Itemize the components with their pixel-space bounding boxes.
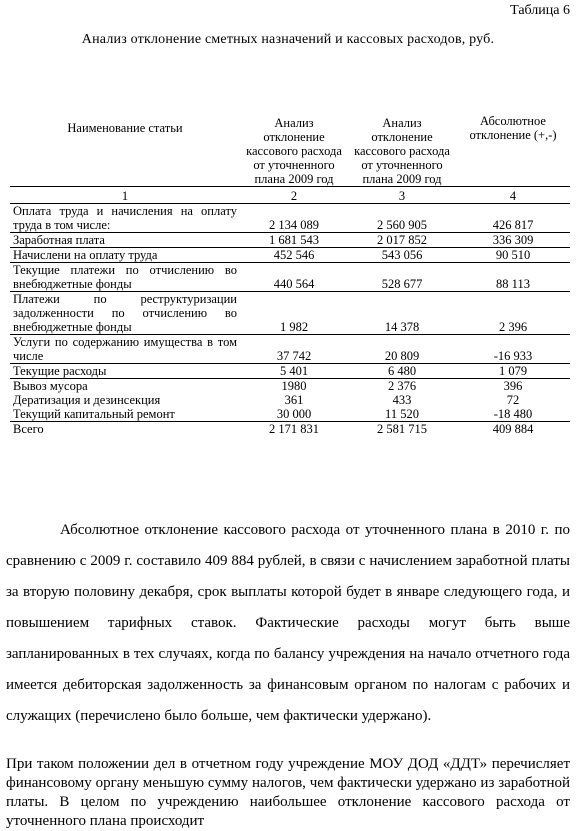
row-value: 72 xyxy=(506,393,520,407)
row-name: Всего xyxy=(13,422,44,436)
row-value: 6 480 xyxy=(348,364,456,379)
expense-analysis-table xyxy=(10,70,570,436)
row-name: Текущий капитальный ремонт xyxy=(10,407,240,422)
table-title: Анализ отклонение сметных назначений и кассовых расходов, руб. xyxy=(81,32,495,47)
row-value: 1 079 xyxy=(456,364,570,379)
row-name: Оплата труда и начисления на оплату труда в том числе: xyxy=(10,204,240,233)
row-value: 2 134 089 xyxy=(240,204,348,233)
table-header-row xyxy=(10,70,570,187)
table-row xyxy=(10,204,570,233)
table-row xyxy=(10,263,570,292)
row-value: 2 396 xyxy=(456,292,570,335)
header-plan-2009-b: Анализ отклонение кассового расхода от уточненного плана 2009 год xyxy=(354,116,450,186)
row-value: 2 581 715 xyxy=(377,422,427,436)
column-number: 3 xyxy=(348,187,456,204)
row-value: 396 xyxy=(503,379,523,393)
column-number: 1 xyxy=(10,187,240,204)
row-value: 361 xyxy=(284,393,304,407)
row-value: 1980 xyxy=(281,379,307,393)
row-value: 14 378 xyxy=(348,292,456,335)
row-value: 426 817 xyxy=(456,204,570,233)
row-value: 336 309 xyxy=(456,233,570,248)
row-name: Платежи по реструктуризации задолженности по отчислению во внебюджетные фонды xyxy=(10,292,240,335)
row-value: 5 401 xyxy=(240,364,348,379)
table-row xyxy=(10,248,570,263)
header-absolute-deviation: Абсолютное отклонение (+,-) xyxy=(469,114,557,142)
column-number: 4 xyxy=(456,187,570,204)
table-total-row xyxy=(10,422,570,437)
table-row xyxy=(10,407,570,422)
row-name: Начислени на оплату труда xyxy=(10,248,240,263)
row-name: Вывоз мусора xyxy=(13,379,88,393)
row-value: 30 000 xyxy=(240,407,348,422)
header-item-name: Наименование статьи xyxy=(67,121,183,135)
column-number-row xyxy=(10,187,570,204)
row-value: 1 681 543 xyxy=(240,233,348,248)
body-paragraph: При таком положении дел в отчетном году учреждение МОУ ДОД «ДДТ» перечисляет финансовому органу меньшую сумму налогов, чем фактически удержано из заработной платы. В целом по учреждению наибольшее отклонение кассового расхода от уточненного плана происходит xyxy=(6,756,570,829)
row-name: Дератизация и дезинсекция xyxy=(13,393,161,407)
row-value: 2 560 905 xyxy=(348,204,456,233)
row-value: 11 520 xyxy=(348,407,456,422)
row-value: 433 xyxy=(392,393,412,407)
row-value: 2 171 831 xyxy=(269,422,319,436)
table-number-label: Таблица 6 xyxy=(510,3,570,18)
header-plan-2009-a: Анализ отклонение кассового расхода от уточненного плана 2009 год xyxy=(246,116,342,186)
row-value: 452 546 xyxy=(240,248,348,263)
row-value: 88 113 xyxy=(456,263,570,292)
table-row xyxy=(10,335,570,364)
row-value: 1 982 xyxy=(240,292,348,335)
row-value: 90 510 xyxy=(456,248,570,263)
body-paragraph: Абсолютное отклонение кассового расхода от уточненного плана в 2010 г. по сравнению с 2009 г. составило 409 884 рублей, в связи с начислением заработной платы за вторую половину декабря, срок выплаты которой будет в январе следующего года, и повышением тарифных ставок. Фактические расходы могут быть выше запланированных в тех случаях, когда по балансу учреждения на начало отчетного года имеется дебиторская задолженность за финансовым органом по налогам с рабочих и служащих (перечислено было больше, чем фактически удержано). xyxy=(6,522,570,724)
row-value: 440 564 xyxy=(240,263,348,292)
row-value: -18 480 xyxy=(456,407,570,422)
row-value: -16 933 xyxy=(456,335,570,364)
table-row xyxy=(10,233,570,248)
table-row xyxy=(10,379,570,394)
row-value: 20 809 xyxy=(348,335,456,364)
row-value: 543 056 xyxy=(348,248,456,263)
row-name: Заработная плата xyxy=(10,233,240,248)
row-name: Услуги по содержанию имущества в том числе xyxy=(10,335,240,364)
table-row xyxy=(10,393,570,407)
row-value: 2 376 xyxy=(387,379,417,393)
table-row xyxy=(10,364,570,379)
row-value: 409 884 xyxy=(492,422,534,436)
row-value: 2 017 852 xyxy=(348,233,456,248)
column-number: 2 xyxy=(240,187,348,204)
row-value: 528 677 xyxy=(348,263,456,292)
row-name: Текущие расходы xyxy=(10,364,240,379)
row-value: 37 742 xyxy=(240,335,348,364)
table-row xyxy=(10,292,570,335)
row-name: Текущие платежи по отчислению во внебюджетные фонды xyxy=(10,263,240,292)
